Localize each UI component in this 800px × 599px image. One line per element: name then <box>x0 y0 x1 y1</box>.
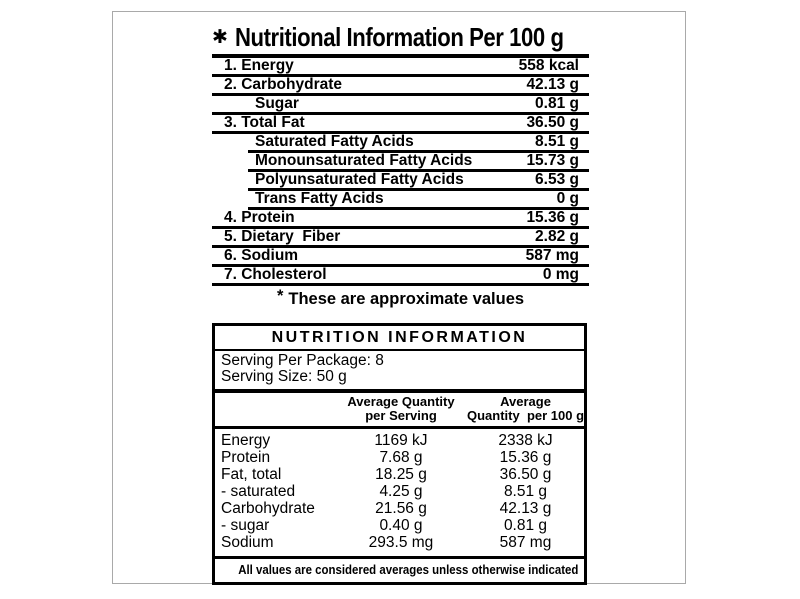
footnote-asterisk-icon: * <box>276 287 284 305</box>
table-row-protein: Protein 7.68 g 15.36 g <box>221 449 552 466</box>
row-sodium <box>212 248 589 264</box>
row-trans-fat <box>212 191 589 207</box>
nutrient-value: 15.73 g <box>526 152 579 169</box>
row-total-fat <box>212 115 589 131</box>
table1-title-row <box>212 22 589 53</box>
serving-per-package: Serving Per Package: 8 <box>221 352 384 369</box>
label-frame <box>112 11 686 584</box>
nutrient-value: 558 kcal <box>518 57 579 74</box>
asterisk-icon: ✱ <box>212 26 228 48</box>
nutrient-value: 0.81 g <box>535 95 579 112</box>
row-cholesterol <box>212 267 589 283</box>
nutrient-value: 0 g <box>556 190 579 207</box>
per-100g-table <box>212 22 589 309</box>
nutrient-label: 4. Protein <box>224 209 295 226</box>
table-row-saturated: - saturated 4.25 g 8.51 g <box>221 483 548 500</box>
nutrient-label: 6. Sodium <box>224 247 299 264</box>
col-header-per-100g: Average Quantity per 100 g <box>467 394 585 423</box>
table-row-sodium: Sodium 293.5 mg 587 mg <box>221 534 552 551</box>
nutrient-value: 6.53 g <box>535 171 579 188</box>
nutrient-label: Sugar <box>255 95 299 112</box>
nutrient-value: 15.36 g <box>526 209 579 226</box>
nutrient-label: Monounsaturated Fatty Acids <box>255 152 473 169</box>
nutrient-label: 3. Total Fat <box>224 114 305 131</box>
nutrient-value: 0 mg <box>542 266 579 283</box>
row-energy <box>212 58 589 74</box>
averages-disclaimer: All values are considered averages unless otherwise indicated <box>215 556 584 582</box>
table-row-sugar: - sugar 0.40 g 0.81 g <box>221 517 548 534</box>
row-sugar <box>212 96 589 112</box>
empty-header-cell <box>215 395 335 423</box>
table1-title: Nutritional Information Per 100 g <box>234 22 564 52</box>
col-header-per-serving: Average Quantity per Serving <box>347 394 455 423</box>
nutrient-label: 7. Cholesterol <box>224 266 327 283</box>
table-row-carbohydrate: Carbohydrate 21.56 g 42.13 g <box>221 500 552 517</box>
table-row-fat-total: Fat, total 18.25 g 36.50 g <box>221 466 552 483</box>
table2-body <box>215 429 584 556</box>
nutrient-value: 2.82 g <box>535 228 579 245</box>
row-dietary-fiber <box>212 229 589 245</box>
nutrient-label: 2. Carbohydrate <box>224 76 343 93</box>
nutrient-value: 8.51 g <box>535 133 579 150</box>
table-row-energy: Energy 1169 kJ 2338 kJ <box>221 432 553 449</box>
nutrient-value: 42.13 g <box>526 76 579 93</box>
row-monounsaturated-fat <box>212 153 589 169</box>
serving-size: Serving Size: 50 g <box>221 368 347 385</box>
column-header-row <box>215 393 584 429</box>
row-protein <box>212 210 589 226</box>
nutrient-value: 36.50 g <box>526 114 579 131</box>
nutrient-label: 5. Dietary Fiber <box>224 228 341 245</box>
serving-info <box>215 351 584 393</box>
row-saturated-fat <box>212 134 589 150</box>
nutrition-information-panel <box>212 323 587 585</box>
nutrient-label: 1. Energy <box>224 57 294 74</box>
nutrient-label: Saturated Fatty Acids <box>255 133 414 150</box>
nutrient-label: Polyunsaturated Fatty Acids <box>255 171 464 188</box>
table2-title: NUTRITION INFORMATION <box>215 326 584 351</box>
nutrient-value: 587 mg <box>525 247 579 264</box>
footnote-text: These are approximate values <box>288 290 525 308</box>
row-polyunsaturated-fat <box>212 172 589 188</box>
row-carbohydrate <box>212 77 589 93</box>
approx-values-note <box>212 287 589 309</box>
nutrient-label: Trans Fatty Acids <box>255 190 384 207</box>
